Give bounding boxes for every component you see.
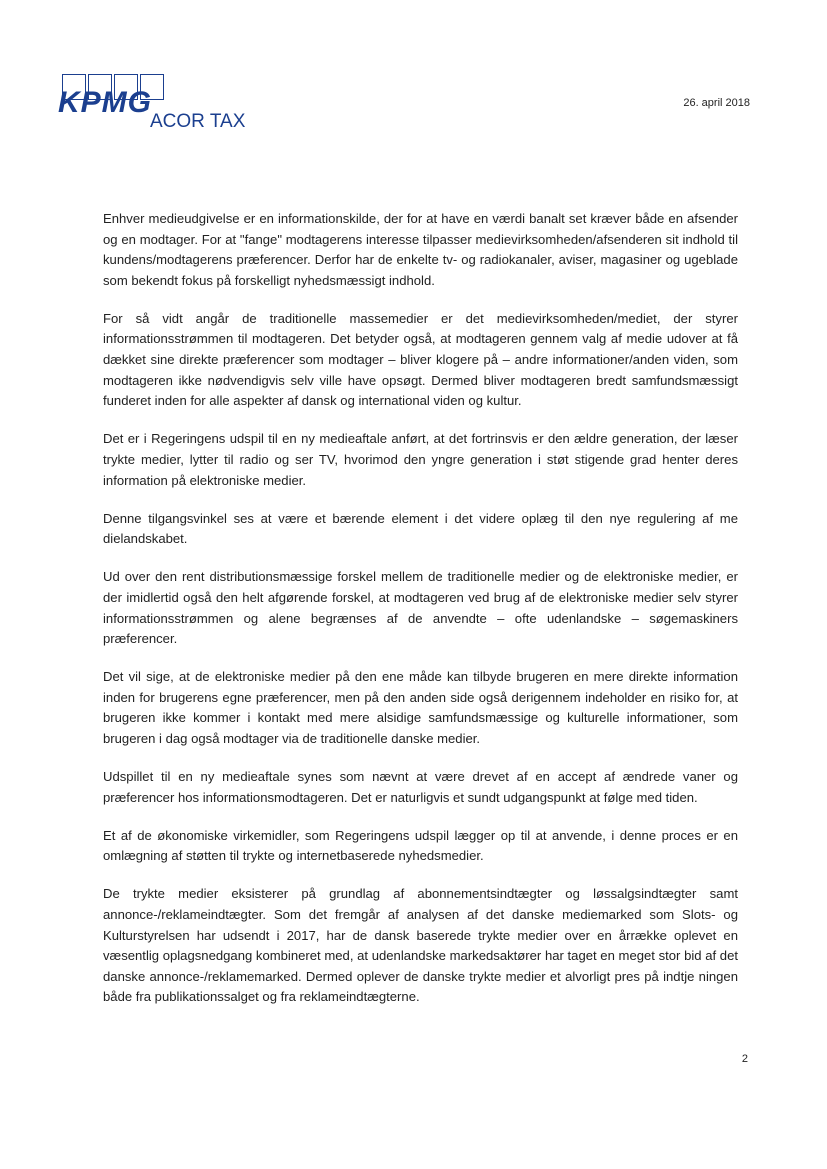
paragraph: De trykte medier eksisterer på grundlag af abonnementsindtægter og løssalgsindtægter samt annonce-/reklameindtægter. Som det fremgår af analysen af det danske mediemarked som Slots- og Kulturstyrelsen har udsendt i 2017, har de dansk baserede trykte medier over en årrække oplevet en væsentlig oplagsnedgang kombineret med, at udenlandske markedsaktører har taget en meget stor bid af det danske annonce-/reklamemarked. Dermed oplever de danske trykte medier et alvorligt pres på indtje ningen både fra publikationssalget og fra reklameindtægterne.: [103, 886, 738, 1005]
paragraph: Et af de økonomiske virkemidler, som Regeringens udspil lægger op til at anvende, i denne proces er en omlægning af støtten til trykte og internetbaserede nyhedsmedier.: [103, 827, 738, 864]
logo-mark: KPMG: [58, 86, 152, 119]
paragraph: Enhver medieudgivelse er en informationskilde, der for at have en værdi banalt set kræver både en afsender og en modtager. For at "fange" modtagerens interesse tilpasser medievirksomheden/afsenderen sit indhold til kundens/modtagerens præferencer. Derfor har de enkelte tv- og radiokanaler, aviser, magasiner og ugeblade som bekendt fokus på forskelligt nyhedsmæssigt indhold.: [103, 211, 738, 288]
document-body: [103, 209, 738, 1026]
paragraph: For så vidt angår de traditionelle massemedier er det medievirksomheden/mediet, der styrer informationsstrømmen til modtageren. Det betyder også, at modtageren gennem valg af medie udover at få dækket sine direkte præferencer som modtager – bliver klogere på – andre informationer/anden viden, som modtageren ikke nødvendigvis selv ville have opsøgt. Dermed bliver modtageren bredt samfundsmæssigt funderet inden for alle aspekter af dansk og international viden og kultur.: [103, 310, 738, 409]
paragraph: Ud over den rent distributionsmæssige forskel mellem de traditionelle medier og de elektroniske medier, er der imidlertid også den helt afgørende forskel, at modtageren ved brug af de elektroniske medier selv styrer informationsstrømmen og alene begrænses af de anvendte – ofte udenlandske – søgemaskiners præferencer.: [103, 569, 738, 647]
logo-text: ACOR TAX: [150, 111, 246, 132]
paragraph: Denne tilgangsvinkel ses at være et bærende element i det videre oplæg til den nye regulering af me dielandskabet.: [103, 510, 738, 547]
paragraph: Det vil sige, at de elektroniske medier på den ene måde kan tilbyde brugeren en mere direkte information inden for brugerens egne præferencer, men på den anden side også derigennem indeholder en risiko for, at brugeren ikke kommer i kontakt med mere alsidige samfundsmæssige og kulturelle informationer, som brugeren i dag også modtager via de traditionelle danske medier.: [103, 669, 738, 746]
page-number: 2: [741, 1053, 748, 1065]
document-date: 26. april 2018: [683, 97, 750, 109]
paragraph: Udspillet til en ny medieaftale synes som nævnt at være drevet af en accept af ændrede vaner og præferencer hos informationsmodtageren. Det er naturligvis et sundt udgangspunkt at følge med tiden.: [103, 769, 738, 805]
paragraph: Det er i Regeringens udspil til en ny medieaftale anført, at det fortrinsvis er den ældre generation, der læser trykte medier, lytter til radio og ser TV, hvorimod den yngre generation i støt stigende grad henter deres information på elektroniske medier.: [103, 431, 738, 488]
company-logo: [58, 74, 268, 136]
